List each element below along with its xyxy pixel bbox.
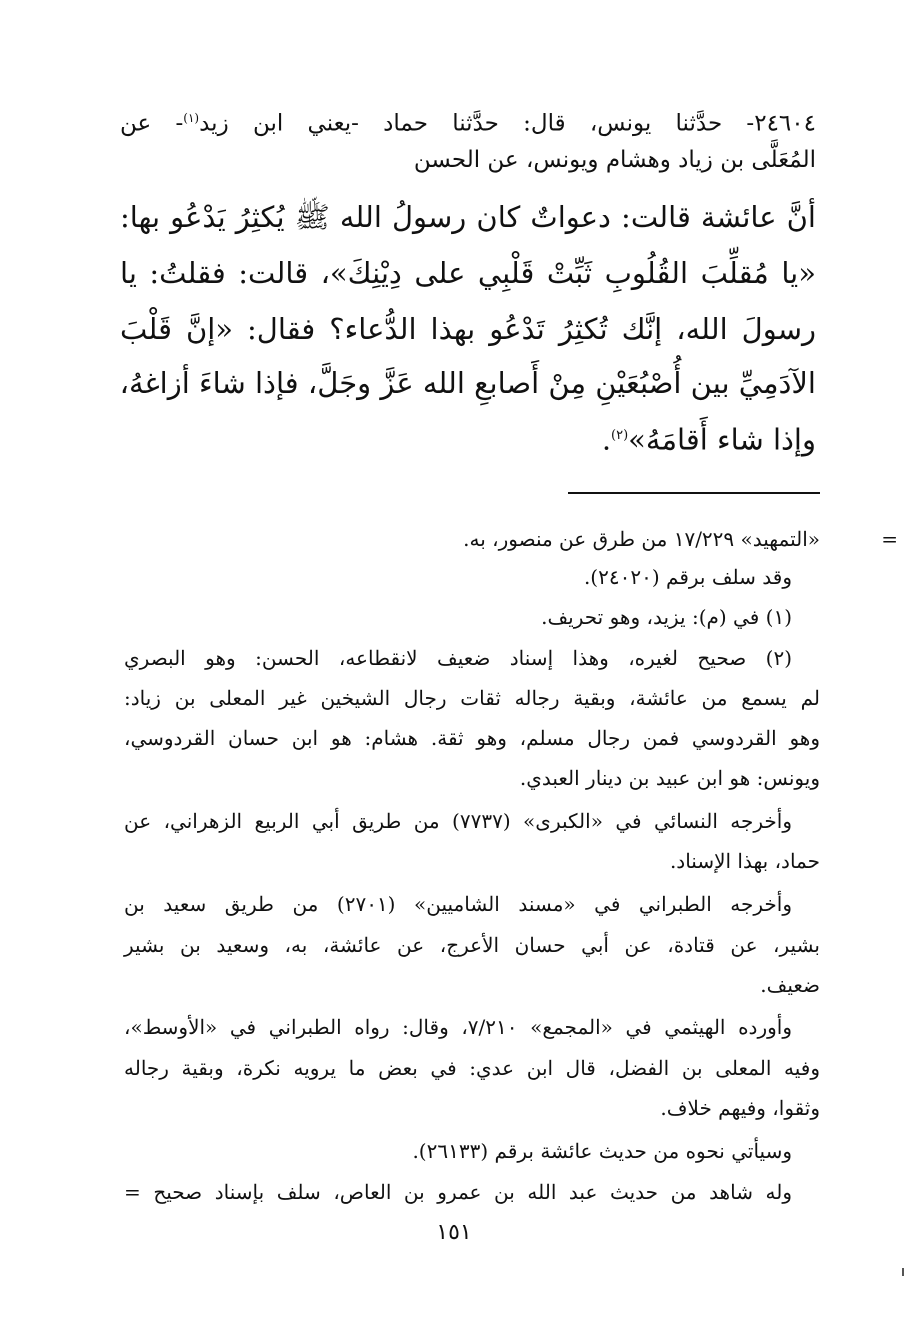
footnote-tabarani-line-1: وأخرجه الطبراني في «مسند الشاميين» (٢٧٠١) من طريق سعيد بن [124,892,793,916]
scan-edge-mark [902,1268,904,1276]
footnote-ref-1: (١) [183,111,200,125]
hadith-chain-text: ٢٤٦٠٤- حدَّثنا يونس، قال: حدَّثنا حماد -يعني ابن زيد [199,110,816,137]
footnote-carry-line: «التمهيد» ١٧/٢٢٩ من طرق عن منصور، به. [463,527,820,551]
footnote-1: (١) في (م): يزيد، وهو تحريف. [541,605,792,629]
hadith-text-end: وإذا شاء أَقامَهُ» [628,422,816,457]
footnote-nasai-line-1: وأخرجه النسائي في «الكبرى» (٧٧٣٧) من طريق أبي الربيع الزهراني، عن [124,809,792,833]
footnote-haythami-line-2: وفيه المعلى بن الفضل، قال ابن عدي: في بعض ما يرويه نكرة، وبقية رجاله [124,1056,820,1080]
footnote-sayati: وسيأتي نحوه من حديث عائشة برقم (٢٦١٣٣). [412,1139,792,1163]
footnote-2-line-3: وهو القردوسي فمن رجال مسلم، وهو ثقة. هشام: هو ابن حسان القردوسي، [124,726,820,750]
footnote-haythami-line-1: وأورده الهيثمي في «المجمع» ٧/٢١٠، وقال: رواه الطبراني في «الأوسط»، [124,1015,792,1039]
footnote-2-line-2: لم يسمع من عائشة، وبقية رجاله ثقات رجال الشيخين غير المعلى بن زياد: [124,686,820,710]
hadith-text-line-2: «يا مُقلِّبَ القُلُوبِ ثَبِّتْ قَلْبِي على دِيْنِكَ»، قالت: فقلتُ: يا [120,256,816,290]
hadith-text-line-3: رسولَ الله، إنَّك تُكثِرُ تَدْعُو بهذا الدُّعاء؟ فقال: «إنَّ قَلْبَ [120,312,816,346]
footnote-2-line-1: (٢) صحيح لغيره، وهذا إسناد ضعيف لانقطاعه، الحسن: وهو البصري [124,646,792,670]
footnote-2-line-4: ويونس: هو ابن عبيد بن دينار العبدي. [519,766,820,790]
footnote-shahid: وله شاهد من حديث عبد الله بن عمرو بن العاص، سلف بإسناد صحيح = [124,1180,792,1204]
footnote-separator [568,492,820,494]
hadith-text-line-5 [120,416,816,460]
hadith-text-period: . [601,422,612,457]
hadith-text-line-4: الآدَمِيِّ بين أُصْبُعَيْنِ مِنْ أَصابعِ الله عَزَّ وجَلَّ، فإذا شاءَ أزاغهُ، [119,366,816,400]
continuation-mark: = [881,527,898,551]
footnote-carry-line-2: وقد سلف برقم (٢٤٠٢٠). [583,565,792,589]
footnote-tabarani-line-3: ضعيف. [760,973,820,997]
footnote-ref-2: (٢) [611,428,629,443]
footnote-tabarani-line-2: بشير، عن قتادة، عن أبي حسان الأعرج، عن عائشة، به، وسعيد بن بشير [124,933,820,957]
hadith-chain-line-2: المُعَلَّى بن زياد وهشام ويونس، عن الحسن [413,147,816,173]
hadith-chain-line-1 [120,103,816,139]
footnote-haythami-line-3: وثقوا، وفيهم خلاف. [660,1096,820,1120]
footnote-nasai-line-2: حماد، بهذا الإسناد. [669,849,820,873]
hadith-chain-tail: - عن [120,110,184,137]
hadith-text-line-1: أنَّ عائشة قالت: دعواتٌ كان رسولُ الله ﷺ يُكثِرُ يَدْعُو بها: [120,200,816,234]
page-number: ١٥١ [436,1220,472,1245]
